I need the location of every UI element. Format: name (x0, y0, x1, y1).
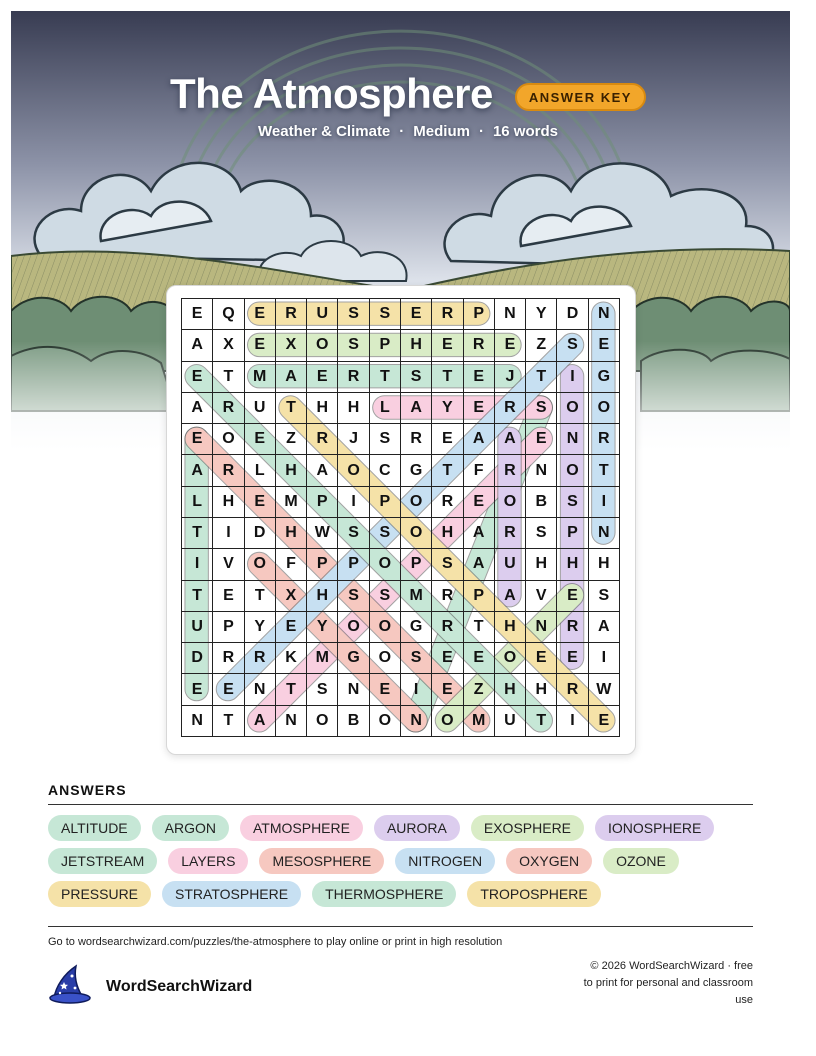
play-online-link[interactable]: Go to wordsearchwizard.com/puzzles/the-atmosphere to play online or print in high resolution (48, 936, 503, 948)
grid-cell: H (338, 393, 369, 424)
difficulty-label: Medium (413, 123, 470, 140)
page-title: The Atmosphere (170, 70, 493, 117)
grid-cell: R (432, 299, 463, 330)
grid-cell: R (213, 643, 244, 674)
grid-cell: H (307, 393, 338, 424)
grid-cell: R (213, 455, 244, 486)
grid-cell: E (589, 706, 620, 737)
grid-cell: O (245, 549, 276, 580)
grid-cell: U (182, 612, 213, 643)
grid-cell: E (245, 424, 276, 455)
grid-cell: E (213, 674, 244, 705)
answer-word: ARGON (152, 815, 229, 841)
grid-cell: N (338, 674, 369, 705)
grid-cell: G (589, 362, 620, 393)
grid-cell: Z (464, 674, 495, 705)
grid-cell: T (213, 362, 244, 393)
grid-cell: A (464, 518, 495, 549)
grid-cell: T (245, 581, 276, 612)
grid-cell: T (182, 518, 213, 549)
grid-cell: S (526, 393, 557, 424)
grid-cell: I (557, 362, 588, 393)
grid-cell: N (276, 706, 307, 737)
grid-cell: L (182, 487, 213, 518)
grid-cell: T (432, 455, 463, 486)
grid-cell: E (526, 643, 557, 674)
answer-word: PRESSURE (48, 881, 151, 907)
grid-cell: R (432, 487, 463, 518)
grid-cell: H (432, 518, 463, 549)
grid-cell: H (526, 674, 557, 705)
category-label: Weather & Climate (258, 123, 391, 140)
grid-cell: R (557, 674, 588, 705)
answer-word: EXOSPHERE (471, 815, 584, 841)
divider (48, 926, 753, 927)
puzzle-area (181, 298, 619, 736)
grid-cell: H (557, 549, 588, 580)
grid-cell: M (276, 487, 307, 518)
grid-cell: O (370, 643, 401, 674)
grid-cell: A (245, 706, 276, 737)
answer-word: ATMOSPHERE (240, 815, 363, 841)
grid-cell: E (276, 612, 307, 643)
grid-cell: X (276, 330, 307, 361)
grid-cell: T (432, 362, 463, 393)
grid-cell: A (464, 549, 495, 580)
grid-cell: A (307, 455, 338, 486)
answer-word: OXYGEN (506, 848, 592, 874)
answer-word: ALTITUDE (48, 815, 141, 841)
grid-cell: O (307, 330, 338, 361)
grid-cell: M (307, 643, 338, 674)
puzzle-meta (0, 123, 816, 140)
grid-cell: O (338, 455, 369, 486)
grid-cell: E (245, 330, 276, 361)
grid-cell: E (495, 330, 526, 361)
grid-cell: N (557, 424, 588, 455)
grid-cell: W (589, 674, 620, 705)
grid-cell: H (307, 581, 338, 612)
word-count-label: 16 words (492, 123, 558, 140)
grid-cell: J (495, 362, 526, 393)
grid-cell: D (557, 299, 588, 330)
grid-cell: O (370, 612, 401, 643)
grid-cell: Y (526, 299, 557, 330)
grid-cell: S (526, 518, 557, 549)
grid-cell: P (557, 518, 588, 549)
grid-cell: O (213, 424, 244, 455)
grid-cell: P (401, 549, 432, 580)
grid-cell: M (245, 362, 276, 393)
grid-cell: H (526, 549, 557, 580)
grid-cell: H (276, 455, 307, 486)
grid-cell: R (401, 424, 432, 455)
grid-cell: N (526, 455, 557, 486)
grid-cell: E (432, 643, 463, 674)
grid-cell: R (307, 424, 338, 455)
grid-cell: I (557, 706, 588, 737)
grid-cell: T (589, 455, 620, 486)
grid-cell: P (464, 581, 495, 612)
grid-cell: E (464, 487, 495, 518)
grid-cell: Y (432, 393, 463, 424)
grid-cell: L (370, 393, 401, 424)
grid-cell: I (589, 643, 620, 674)
grid-cell: S (338, 518, 369, 549)
grid-cell: I (338, 487, 369, 518)
grid-cell: H (213, 487, 244, 518)
grid-cell: S (338, 581, 369, 612)
answer-list (48, 815, 758, 907)
grid-cell: A (182, 455, 213, 486)
grid-cell: S (370, 581, 401, 612)
grid-cell: R (432, 581, 463, 612)
grid-cell: G (338, 643, 369, 674)
grid-cell: E (464, 362, 495, 393)
grid-cell: K (276, 643, 307, 674)
grid-cell: P (307, 487, 338, 518)
grid-cell: H (401, 330, 432, 361)
grid-cell: R (432, 612, 463, 643)
grid-cell: T (464, 612, 495, 643)
grid-cell: N (182, 706, 213, 737)
grid-cell: I (213, 518, 244, 549)
grid-cell: T (213, 706, 244, 737)
grid-cell: R (338, 362, 369, 393)
grid-cell: T (182, 581, 213, 612)
grid-cell: E (182, 674, 213, 705)
grid-cell: N (245, 674, 276, 705)
grid-cell: A (589, 612, 620, 643)
grid-cell: E (182, 424, 213, 455)
grid-cell: E (245, 487, 276, 518)
grid-cell: Y (307, 612, 338, 643)
grid-cell: B (338, 706, 369, 737)
grid-cell: P (370, 330, 401, 361)
grid-cell: C (370, 455, 401, 486)
grid-cell: A (401, 393, 432, 424)
grid-cell: A (495, 581, 526, 612)
grid-cell: T (370, 362, 401, 393)
grid-cell: E (432, 424, 463, 455)
grid-cell: U (495, 706, 526, 737)
answers-heading: ANSWERS (48, 782, 127, 798)
grid-cell: J (338, 424, 369, 455)
grid-cell: E (464, 643, 495, 674)
grid-cell: Z (276, 424, 307, 455)
grid-cell: V (213, 549, 244, 580)
grid-cell: X (213, 330, 244, 361)
grid-cell: M (401, 581, 432, 612)
grid-cell: S (401, 643, 432, 674)
grid-cell: E (182, 362, 213, 393)
grid-cell: A (182, 393, 213, 424)
grid-cell: E (432, 674, 463, 705)
grid-cell: O (401, 518, 432, 549)
grid-cell: S (401, 362, 432, 393)
grid-cell: P (370, 487, 401, 518)
copyright-text: © 2026 WordSearchWizard · free to print for personal and classroom use (583, 960, 753, 1006)
grid-cell: M (464, 706, 495, 737)
grid-cell: S (589, 581, 620, 612)
grid-cell: O (338, 612, 369, 643)
grid-cell: O (495, 487, 526, 518)
grid-cell: E (526, 424, 557, 455)
separator-dot: · (478, 123, 484, 140)
grid-cell: I (182, 549, 213, 580)
grid-cell: E (464, 393, 495, 424)
answer-word: OZONE (603, 848, 679, 874)
grid-cell: D (245, 518, 276, 549)
grid-cell: S (370, 299, 401, 330)
grid-cell: U (495, 549, 526, 580)
answer-word: THERMOSPHERE (312, 881, 456, 907)
answer-word: NITROGEN (395, 848, 495, 874)
grid-cell: N (526, 612, 557, 643)
answer-word: IONOSPHERE (595, 815, 714, 841)
grid-cell: R (464, 330, 495, 361)
grid-cell: S (338, 299, 369, 330)
grid-cell: S (307, 674, 338, 705)
grid-cell: E (182, 299, 213, 330)
grid-cell: W (307, 518, 338, 549)
grid-cell: O (370, 706, 401, 737)
grid-cell: S (557, 330, 588, 361)
grid-cell: O (370, 549, 401, 580)
grid-cell: I (401, 674, 432, 705)
grid-cell: H (589, 549, 620, 580)
grid-cell: F (276, 549, 307, 580)
answer-word: STRATOSPHERE (162, 881, 301, 907)
grid-cell: H (495, 612, 526, 643)
grid-cell: O (557, 393, 588, 424)
grid-cell: A (464, 424, 495, 455)
title-row (0, 70, 816, 118)
grid-cell: E (557, 643, 588, 674)
grid-cell: S (432, 549, 463, 580)
grid-cell: T (526, 362, 557, 393)
grid-cell: Q (213, 299, 244, 330)
grid-cell: T (526, 706, 557, 737)
grid-cell: P (338, 549, 369, 580)
grid-cell: E (432, 330, 463, 361)
grid-cell: X (276, 581, 307, 612)
grid-cell: U (307, 299, 338, 330)
grid-cell: N (401, 706, 432, 737)
grid-cell: O (401, 487, 432, 518)
brand-name: WordSearchWizard (106, 977, 253, 995)
answer-word: TROPOSPHERE (467, 881, 600, 907)
grid-cell: N (589, 299, 620, 330)
grid-cell: R (495, 455, 526, 486)
grid-cell: T (276, 674, 307, 705)
grid-cell: A (276, 362, 307, 393)
grid-cell: R (589, 424, 620, 455)
grid-cell: P (307, 549, 338, 580)
grid-cell: E (213, 581, 244, 612)
grid-cell: S (370, 518, 401, 549)
answer-word: JETSTREAM (48, 848, 157, 874)
grid-cell: A (495, 424, 526, 455)
grid-cell: G (401, 455, 432, 486)
grid-cell: E (307, 362, 338, 393)
brand[interactable] (48, 964, 252, 1009)
grid-cell: P (464, 299, 495, 330)
grid-cell: F (464, 455, 495, 486)
grid-cell: E (589, 330, 620, 361)
grid-cell: O (589, 393, 620, 424)
letter-grid (181, 298, 620, 737)
grid-cell: I (589, 487, 620, 518)
grid-cell: Z (526, 330, 557, 361)
grid-cell: R (245, 643, 276, 674)
grid-cell: L (245, 455, 276, 486)
grid-cell: O (557, 455, 588, 486)
grid-cell: O (495, 643, 526, 674)
grid-cell: N (495, 299, 526, 330)
grid-cell: R (276, 299, 307, 330)
grid-cell: G (401, 612, 432, 643)
answer-key-badge: ANSWER KEY (515, 83, 646, 111)
grid-cell: R (495, 518, 526, 549)
grid-cell: R (557, 612, 588, 643)
answer-word: LAYERS (168, 848, 248, 874)
grid-cell: S (338, 330, 369, 361)
grid-cell: U (245, 393, 276, 424)
grid-cell: T (276, 393, 307, 424)
grid-cell: B (526, 487, 557, 518)
grid-cell: Y (245, 612, 276, 643)
wizard-hat-icon (48, 964, 92, 1009)
grid-cell: A (182, 330, 213, 361)
grid-cell: P (213, 612, 244, 643)
grid-cell: R (495, 393, 526, 424)
answer-word: MESOSPHERE (259, 848, 384, 874)
grid-cell: E (245, 299, 276, 330)
answer-word: AURORA (374, 815, 460, 841)
grid-cell: N (589, 518, 620, 549)
grid-cell: O (307, 706, 338, 737)
grid-cell: V (526, 581, 557, 612)
grid-cell: D (182, 643, 213, 674)
grid-cell: R (213, 393, 244, 424)
grid-cell: E (401, 299, 432, 330)
grid-cell: E (370, 674, 401, 705)
grid-cell: H (276, 518, 307, 549)
separator-dot: · (399, 123, 405, 140)
grid-cell: H (495, 674, 526, 705)
grid-cell: S (370, 424, 401, 455)
divider (48, 804, 753, 805)
grid-cell: O (432, 706, 463, 737)
grid-cell: E (557, 581, 588, 612)
grid-cell: S (557, 487, 588, 518)
